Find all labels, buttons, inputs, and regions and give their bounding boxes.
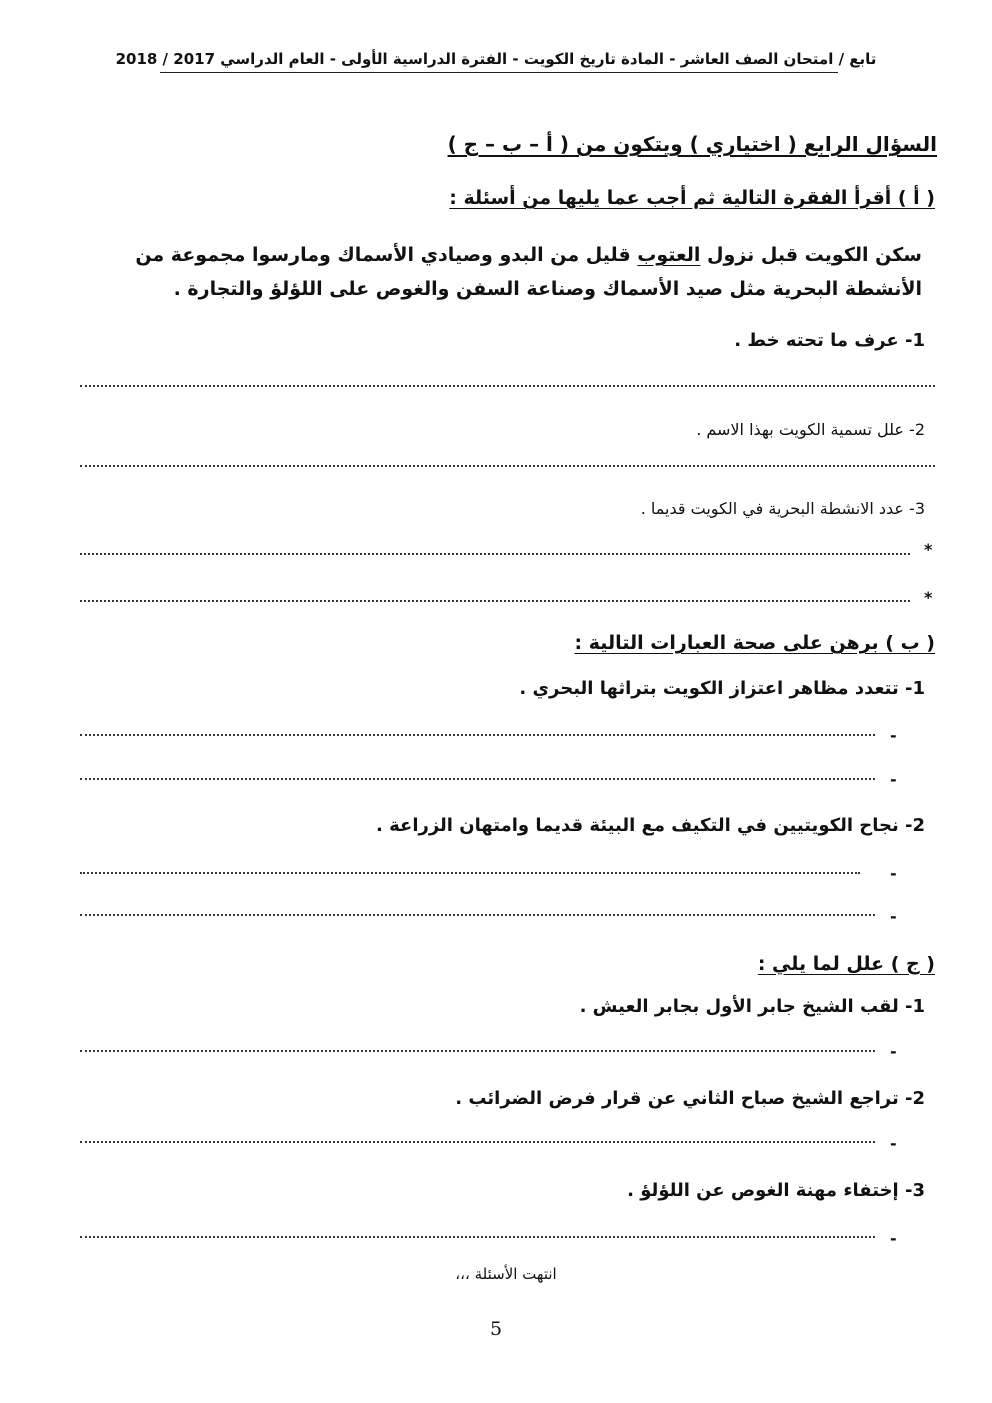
answer-line[interactable]: [80, 734, 875, 736]
section-a-paragraph: [102, 238, 922, 306]
answer-line[interactable]: [80, 872, 860, 874]
section-b-title: ( ب ) برهن على صحة العبارات التالية :: [574, 632, 935, 654]
section-a-q2: 2- علل تسمية الكويت بهذا الاسم .: [696, 420, 925, 439]
header-divider: [160, 72, 838, 73]
section-b-q2: 2- نجاح الكويتيين في التكيف مع البيئة قديما وامتهان الزراعة .: [376, 815, 925, 836]
section-c-q3: 3- إختفاء مهنة الغوص عن اللؤلؤ .: [627, 1180, 925, 1201]
page-number: 5: [489, 1318, 503, 1340]
answer-line[interactable]: [80, 914, 875, 916]
paragraph-text-start: سكن الكويت قبل نزول: [700, 244, 922, 266]
dash-marker: -: [890, 1134, 897, 1153]
underlined-term: العتوب: [637, 244, 701, 266]
dash-marker: -: [890, 1042, 897, 1061]
section-c-title: ( ج ) علل لما يلي :: [757, 953, 935, 975]
exam-header: تابع / امتحان الصف العاشر - المادة تاريخ الكويت - الفترة الدراسية الأولى - العام الدراسي 2017 / 2018: [115, 50, 877, 68]
section-c-q2: 2- تراجع الشيخ صباح الثاني عن قرار فرض الضرائب .: [455, 1088, 925, 1109]
answer-line[interactable]: [80, 1050, 875, 1052]
answer-line[interactable]: [80, 385, 935, 387]
section-c-q1: 1- لقب الشيخ جابر الأول بجابر العيش .: [579, 996, 925, 1017]
section-a-title: ( أ ) أقرأ الفقرة التالية ثم أجب عما يليها من أسئلة :: [449, 187, 935, 209]
dash-marker: -: [890, 726, 897, 745]
answer-line[interactable]: [80, 778, 875, 780]
dash-marker: -: [890, 770, 897, 789]
answer-line[interactable]: [80, 1236, 875, 1238]
answer-line[interactable]: [80, 600, 910, 602]
question-title: السؤال الرابع ( اختياري ) ويتكون من ( أ – ب – ج ): [447, 132, 937, 156]
section-a-q3: 3- عدد الانشطة البحرية في الكويت قديما .: [640, 499, 925, 518]
answer-line[interactable]: [80, 1141, 875, 1143]
bullet-marker: *: [924, 588, 933, 607]
dash-marker: -: [890, 864, 897, 883]
dash-marker: -: [890, 1229, 897, 1248]
answer-line[interactable]: [80, 465, 935, 467]
section-a-q1: 1- عرف ما تحته خط .: [734, 330, 925, 351]
section-b-q1: 1- تتعدد مظاهر اعتزاز الكويت بتراثها البحري .: [519, 678, 925, 699]
paragraph-text-end: قليل من البدو وصيادي الأسماك ومارسوا مجموعة من الأنشطة البحرية مثل صيد الأسماك وصناعة السفن والغوص على اللؤلؤ والتجارة .: [135, 244, 922, 300]
dash-marker: -: [890, 907, 897, 926]
end-of-questions: انتهت الأسئلة ،،،: [455, 1265, 557, 1283]
bullet-marker: *: [924, 540, 933, 559]
answer-line[interactable]: [80, 553, 910, 555]
